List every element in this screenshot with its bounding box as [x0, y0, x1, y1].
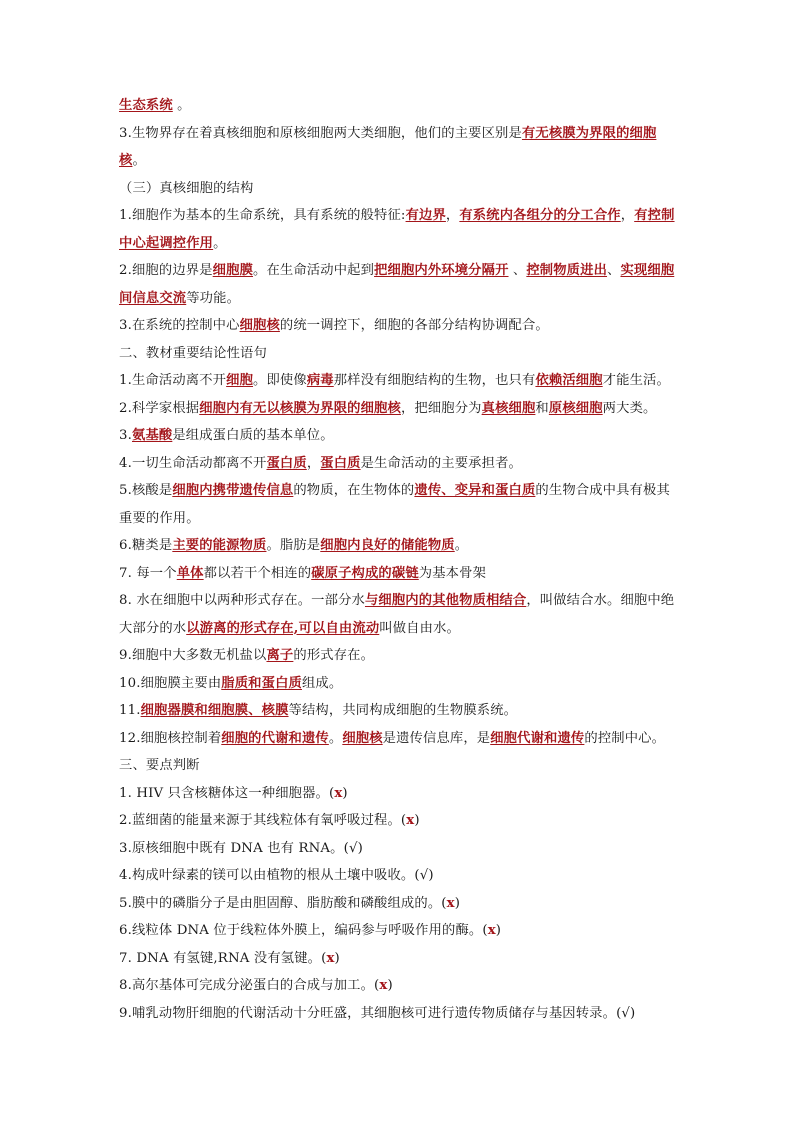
body-text: )	[387, 978, 393, 993]
body-text: 6.糖类是	[119, 538, 173, 553]
answer-text: 细胞代谢和遗传	[490, 730, 585, 746]
answer-text: 蛋白质	[266, 455, 307, 471]
answer-text: 病毒	[306, 373, 334, 388]
body-text: )	[454, 895, 461, 911]
wrong-mark: x	[379, 978, 388, 993]
answer-text: 细胞的代谢和遗传	[221, 730, 329, 746]
text-line	[119, 725, 681, 753]
wrong-mark: x	[446, 895, 455, 911]
wrong-mark: x	[406, 813, 415, 828]
answer-text: 真核细胞	[481, 400, 536, 416]
body-text: 和	[535, 400, 549, 416]
text-line	[119, 367, 681, 395]
body-text: 8.高尔基体可完成分泌蛋白的合成与加工。(	[119, 978, 380, 993]
body-text: 等功能。	[186, 290, 241, 306]
document-body	[119, 92, 681, 1027]
body-text: 的形式存在。	[293, 648, 375, 663]
text-line	[119, 560, 681, 588]
body-text: 是生命活动的主要承担者。	[360, 455, 522, 471]
body-text: （三）真核细胞的结构	[119, 180, 254, 196]
answer-text: 主要的能源物质	[172, 538, 267, 553]
answer-text: 生态系统	[119, 98, 173, 113]
body-text: ，	[445, 208, 460, 223]
text-line	[119, 422, 681, 450]
body-text: 10.细胞膜主要由	[119, 675, 222, 691]
answer-text: 有无核膜为界限的细胞核	[119, 125, 657, 168]
body-text: 的控制中心。	[584, 730, 666, 746]
body-text: 等结构，共同构成细胞的生物膜系统。	[288, 703, 518, 718]
text-line	[119, 312, 681, 340]
text-line	[119, 807, 681, 835]
wrong-mark: x	[334, 785, 343, 801]
answer-text: 细胞核	[239, 318, 280, 333]
body-text: 。即使像	[253, 373, 307, 388]
body-text: 的生物合成中具有极其重要的作用。	[119, 483, 670, 526]
text-line	[119, 945, 681, 973]
text-line	[119, 340, 681, 368]
body-text: ，	[306, 455, 321, 471]
text-line	[119, 532, 681, 560]
body-text: 、	[508, 263, 527, 278]
body-text: 才能生活。	[602, 373, 670, 388]
answer-text: 细胞核	[342, 730, 383, 746]
answer-text: 实现细胞间信息交流	[119, 263, 675, 306]
answer-text: 有系统内各组分的分工合作	[459, 208, 621, 223]
body-text: 11.	[119, 703, 141, 718]
body-text: 3.在系统的控制中心	[119, 318, 240, 333]
text-line	[119, 92, 681, 120]
text-line	[119, 202, 681, 257]
answer-text: 细胞内良好的储能物质	[320, 538, 455, 553]
text-line	[119, 450, 681, 478]
body-text: )	[334, 950, 340, 966]
body-text: 。脂肪是	[266, 538, 321, 553]
answer-text: 脂质和蛋白质	[221, 675, 302, 691]
answer-text: 单体	[176, 565, 204, 581]
answer-text: 细胞内有无以核膜为界限的细胞核	[199, 400, 401, 416]
body-text: 2.科学家根据	[119, 400, 200, 416]
body-text: 1.生命活动离不开	[119, 373, 227, 388]
body-text: 。	[132, 153, 146, 168]
body-text: 4.构成叶绿素的镁可以由植物的根从土壤中吸收。(√)	[119, 868, 434, 883]
body-text: 7. 每一个	[119, 565, 177, 581]
body-text: 8. 水在细胞中以两种形式存在。一部分水	[119, 593, 365, 608]
body-text: 二、教材重要结论性语句	[119, 345, 267, 361]
body-text: 1. HIV 只含核糖体这一种细胞器。(	[119, 785, 335, 801]
text-line	[119, 862, 681, 890]
body-text: 为基本骨架	[418, 565, 487, 581]
body-text: )	[414, 813, 420, 828]
wrong-mark: x	[487, 923, 496, 938]
answer-text: 控制物质进出	[526, 263, 608, 278]
answer-text: 离子	[266, 648, 294, 663]
body-text: 。	[454, 538, 469, 553]
body-text: 9.哺乳动物肝细胞的代谢活动十分旺盛，其细胞核可进行遗传物质储存与基因转录。(√)	[119, 1005, 636, 1021]
body-text: ，	[620, 208, 635, 223]
body-text: 。	[328, 730, 343, 746]
body-text: 3.生物界存在着真核细胞和原核细胞两大类细胞，他们的主要区别是	[119, 125, 522, 141]
body-text: 12.细胞核控制着	[119, 730, 222, 746]
body-text: 叫做自由水。	[379, 620, 460, 636]
body-text: 5.核酸是	[119, 483, 173, 498]
body-text: 都以若干个相连的	[203, 565, 312, 581]
answer-text: 细胞膜	[212, 263, 254, 278]
text-line	[119, 477, 681, 532]
answer-text: 细胞	[226, 373, 254, 388]
body-text: 4.一切生命活动都离不开	[119, 455, 267, 471]
answer-text: 细胞内携带遗传信息	[172, 483, 294, 498]
body-text: 2.蓝细菌的能量来源于其线粒体有氧呼吸过程。(	[119, 813, 407, 828]
text-line	[119, 587, 681, 642]
text-line	[119, 835, 681, 863]
answer-text: 蛋白质	[320, 455, 361, 471]
text-line	[119, 120, 681, 175]
answer-text: 遗传、变异和蛋白质	[414, 483, 536, 498]
body-text: 、	[607, 263, 621, 278]
body-text: 是组成蛋白质的基本单位。	[172, 428, 334, 443]
body-text: 的物质，在生物体的	[293, 483, 415, 498]
text-line	[119, 697, 681, 725]
text-line	[119, 642, 681, 670]
text-line	[119, 890, 681, 918]
body-text: 6.线粒体 DNA 位于线粒体外膜上，编码参与呼吸作用的酶。(	[119, 923, 488, 938]
text-line	[119, 1000, 681, 1028]
answer-text: 与细胞内的其他物质相结合	[364, 593, 527, 608]
body-text: 。	[172, 98, 191, 113]
text-line	[119, 175, 681, 203]
body-text: 。	[213, 235, 227, 251]
body-text: 组成。	[301, 675, 343, 691]
text-line	[119, 395, 681, 423]
body-text: 3.	[119, 428, 132, 443]
body-text: 三、要点判断	[119, 758, 200, 773]
body-text: 7. DNA 有氢键,RNA 没有氢键。(	[119, 950, 327, 966]
body-text: 1.细胞作为基本的生命系统，具有系统的般特征:	[119, 208, 406, 223]
answer-text: 把细胞内外环境分隔开	[374, 263, 509, 278]
text-line	[119, 917, 681, 945]
body-text: 那样没有细胞结构的生物，也只有	[333, 373, 536, 388]
text-line	[119, 780, 681, 808]
answer-text: 有控制中心起调控作用	[119, 208, 675, 251]
body-text: 3.原核细胞中既有 DNA 也有 RNA。(√)	[119, 840, 363, 856]
body-text: 两大类。	[602, 400, 657, 416]
text-line	[119, 972, 681, 1000]
answer-text: 细胞器膜和细胞膜、核膜	[140, 703, 289, 718]
body-text: 是遗传信息库，是	[382, 730, 491, 746]
answer-text: 氨基酸	[132, 428, 173, 443]
body-text: ，把细胞分为	[400, 400, 482, 416]
body-text: ，叫做结合水。细胞中绝大部分的水	[119, 593, 675, 636]
body-text: 5.膜中的磷脂分子是由胆固醇、脂肪酸和磷酸组成的。(	[119, 895, 447, 911]
answer-text: 有边界	[405, 208, 446, 223]
text-line	[119, 257, 681, 312]
body-text: 的统一调控下，细胞的各部分结构协调配合。	[279, 318, 549, 333]
wrong-mark: x	[326, 950, 335, 966]
answer-text: 原核细胞	[548, 400, 603, 416]
text-line	[119, 670, 681, 698]
answer-text: 碳原子构成的碳链	[311, 565, 419, 581]
body-text: )	[342, 785, 348, 801]
body-text: 9.细胞中大多数无机盐以	[119, 648, 267, 663]
text-line	[119, 752, 681, 780]
answer-text: 以游离的形式存在,可以自由流动	[186, 620, 380, 636]
body-text: 。在生命活动中起到	[253, 263, 375, 278]
body-text: 2.细胞的边界是	[119, 263, 213, 278]
body-text: )	[495, 923, 502, 938]
answer-text: 依赖活细胞	[535, 373, 603, 388]
